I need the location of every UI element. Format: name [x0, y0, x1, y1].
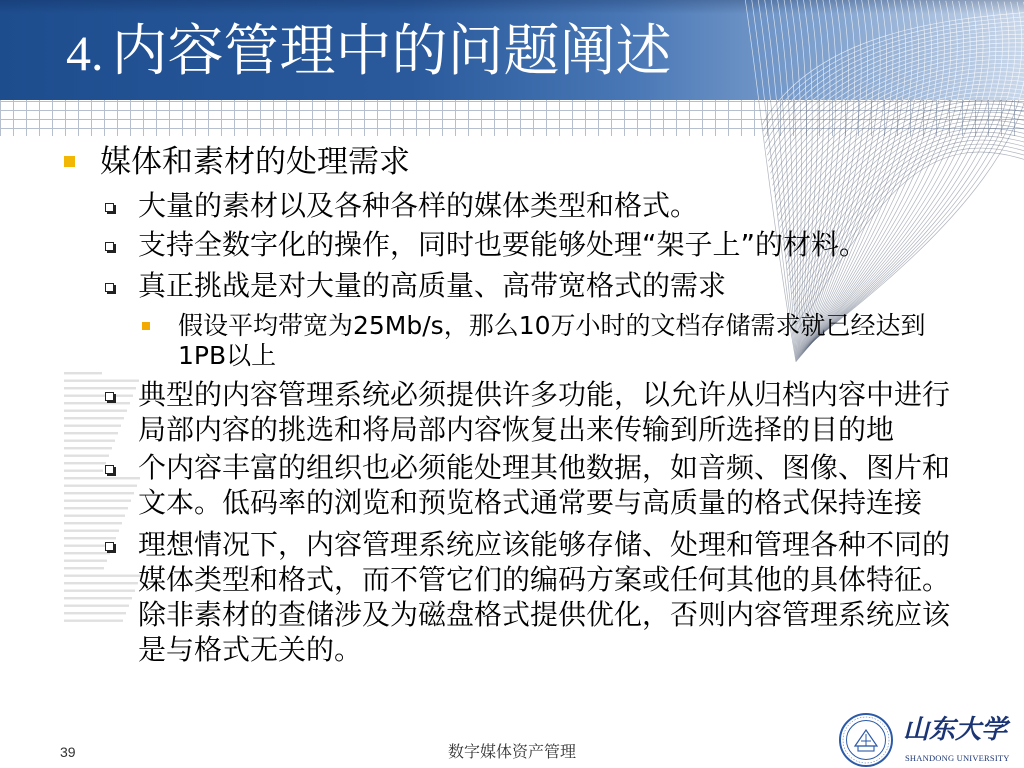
bullet-line: 局部内容的挑选和将局部内容恢复出来传输到所选择的目的地 [138, 413, 895, 446]
bullet-line: 媒体类型和格式，而不管它们的编码方案或任何其他的具体特征。 [138, 563, 951, 596]
hollow-square-bullet-icon [105, 283, 114, 292]
faint-texture-bar [64, 575, 141, 577]
sub-bullet-item [138, 377, 950, 447]
faint-texture-bar [64, 387, 136, 389]
faint-texture-bar [64, 590, 135, 592]
swirl-line [764, 21, 1024, 137]
faint-texture-bar [64, 380, 139, 382]
bullet-heading: 媒体和素材的处理需求 [100, 144, 410, 180]
faint-texture-bar [64, 402, 130, 404]
bullet-line: 大量的素材以及各种各样的媒体类型和格式。 [138, 189, 699, 222]
faint-texture-bar [64, 597, 132, 599]
faint-texture-bar [64, 552, 110, 554]
page-number: 39 [60, 744, 76, 760]
faint-texture-bar [64, 425, 121, 427]
hollow-square-bullet-icon [105, 203, 114, 212]
faint-texture-bar [64, 567, 104, 569]
faint-texture-bar [64, 462, 106, 464]
bullet-line: 典型的内容管理系统必须提供许多功能，以允许从归档内容中进行 [138, 378, 951, 411]
hollow-square-bullet-icon [105, 392, 114, 401]
slide-title [66, 18, 672, 93]
swirl-line [766, 30, 1024, 149]
swirl-line [779, 80, 1024, 222]
swirl-line [764, 21, 1024, 137]
bullet-line: 个内容丰富的组织也必须能处理其他数据，如音频、图像、图片和 [138, 451, 951, 484]
faint-texture-bar [64, 620, 123, 622]
hollow-square-bullet-icon [105, 542, 114, 551]
bullet-line: 文本。低码率的浏览和预览格式通常要与高质量的格式保持连接 [138, 486, 923, 519]
faint-texture-bar [64, 507, 128, 509]
faint-texture-bar [64, 582, 138, 584]
faint-texture-bar [64, 515, 125, 517]
faint-texture-bar [64, 395, 133, 397]
faint-texture-bar [64, 522, 122, 524]
sub-bullet-item [138, 227, 867, 262]
filled-square-bullet-icon [142, 322, 150, 330]
footer-course-title: 数字媒体资产管理 [447, 742, 576, 761]
sub-bullet-item [138, 268, 726, 303]
faint-texture-bar [64, 530, 119, 532]
faint-texture-bar [64, 500, 131, 502]
swirl-line [782, 92, 1024, 240]
filled-square-bullet-icon [64, 156, 75, 167]
hollow-square-bullet-icon [105, 242, 114, 251]
university-seal-icon [838, 712, 894, 768]
bullet-line: 真正挑战是对大量的高质量、高带宽格式的需求 [138, 269, 727, 302]
swirl-line [766, 30, 1024, 149]
title-text: 内容管理中的问题阐述 [111, 19, 672, 84]
bullet-line: 理想情况下，内容管理系统应该能够存储、处理和管理各种不同的 [138, 528, 951, 561]
faint-texture-bar [64, 410, 127, 412]
faint-texture-bar [64, 477, 140, 479]
swirl-line [805, 0, 899, 350]
swirl-lines-on-title-bar [745, 0, 1024, 362]
hollow-square-bullet-icon [105, 465, 114, 474]
faint-texture-bar [64, 612, 126, 614]
faint-texture-bar [64, 455, 109, 457]
sub-bullet-item [138, 188, 698, 223]
bullet-line: 假设平均带宽为25Mb/s，那么10万小时的文档存储需求就已经达到 [178, 311, 926, 340]
faint-texture-bar [64, 560, 107, 562]
faint-texture-bar [64, 440, 115, 442]
swirl-line [779, 80, 1024, 222]
title-number: 4. [66, 25, 104, 81]
faint-texture-bar [64, 470, 103, 472]
university-logo-name-cn: 山东大学 [903, 715, 1008, 745]
faint-texture-bar [64, 485, 137, 487]
faint-texture-bar [64, 432, 118, 434]
bullet-line: 除非素材的查储涉及为磁盘格式提供优化，否则内容管理系统应该 [138, 598, 951, 631]
faint-texture-bar [64, 417, 124, 419]
bullet-line: 支持全数字化的操作，同时也要能够处理“架子上”的材料。 [138, 228, 868, 261]
swirl-line [778, 76, 1024, 216]
swirl-line [782, 92, 1024, 240]
swirl-line [745, 0, 796, 362]
bullet-line: 1PB以上 [178, 341, 277, 370]
swirl-line [777, 72, 1024, 210]
sub-bullet-item [138, 527, 950, 667]
faint-texture-bar [64, 492, 134, 494]
faint-texture-bar [64, 605, 129, 607]
faint-background-texture [64, 370, 144, 628]
university-logo-name-en: SHANDONG UNIVERSITY [905, 753, 1010, 763]
faint-texture-bar [64, 372, 102, 374]
sub-sub-bullet-item [178, 311, 926, 371]
swirl-line [805, 0, 899, 350]
sub-bullet-item [138, 450, 950, 520]
faint-texture-bar [64, 447, 112, 449]
faint-texture-bar [64, 537, 116, 539]
bullet-line: 是与格式无关的。 [138, 633, 363, 666]
